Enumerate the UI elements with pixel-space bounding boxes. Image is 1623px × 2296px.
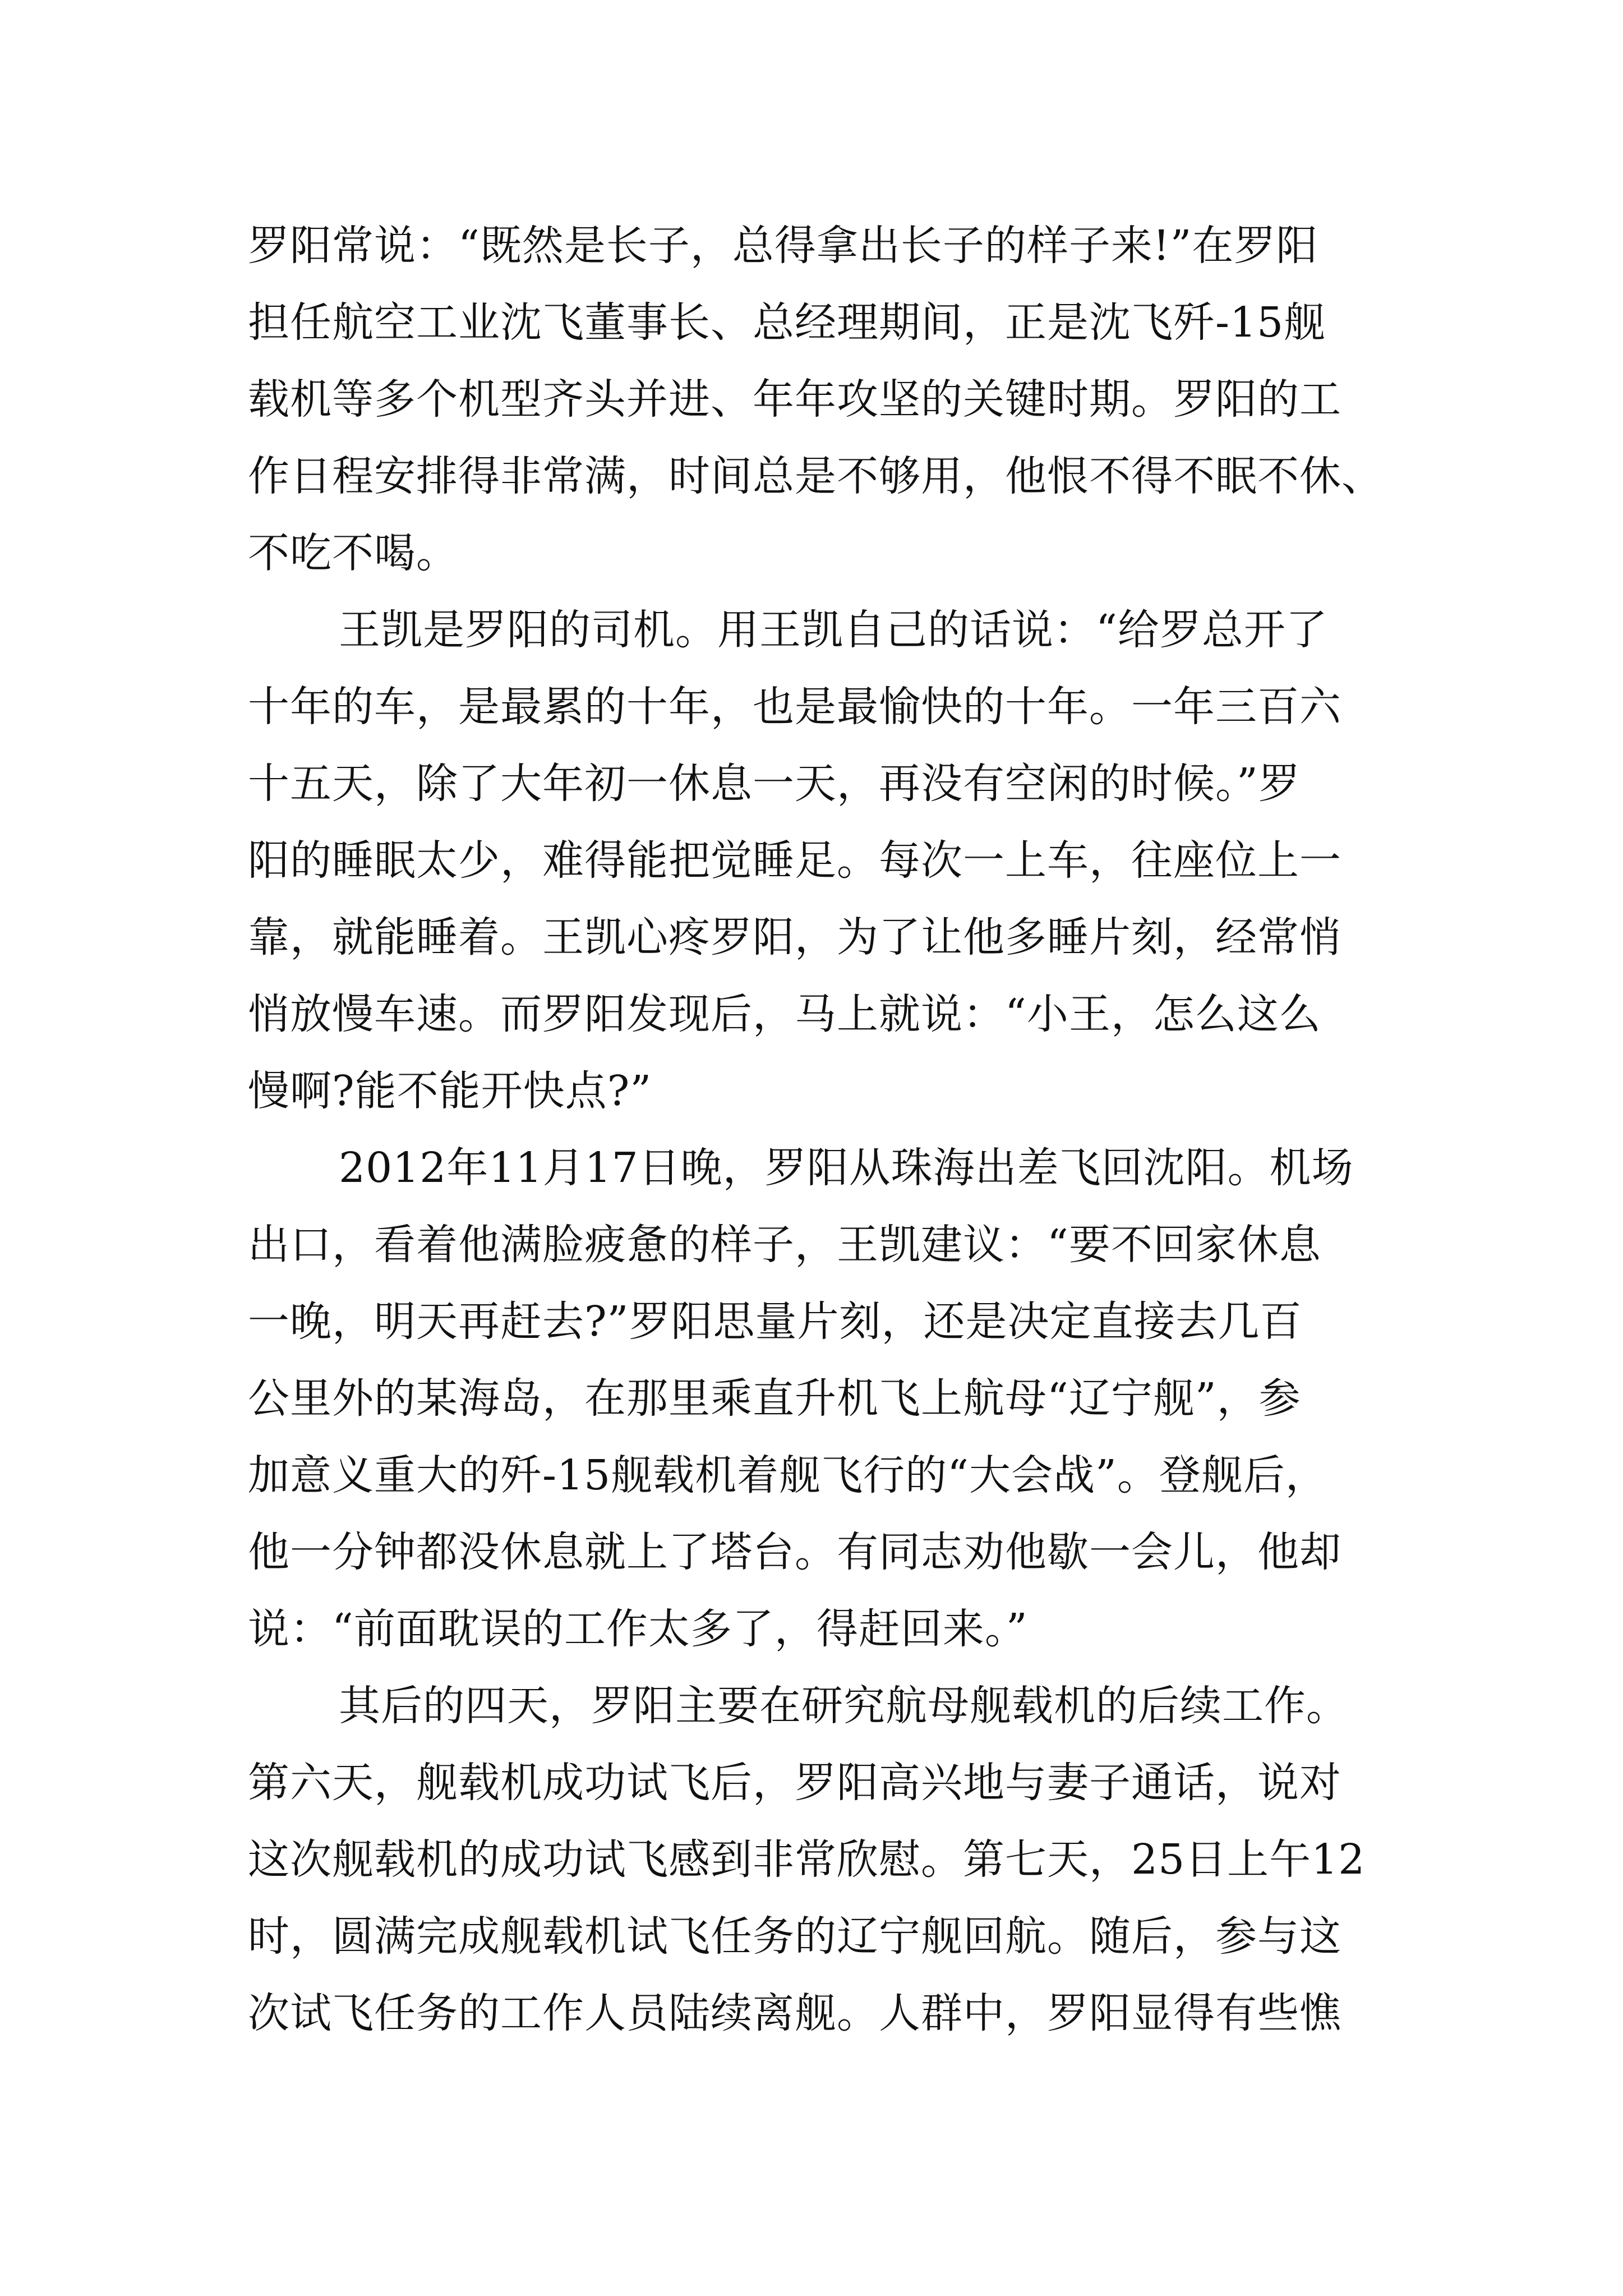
text-line: 悄放慢车速。而罗阳发现后，马上就说：“小王，怎么这么 <box>248 990 1321 1038</box>
text-line: 担任航空工业沈飞董事长、总经理期间，正是沈飞歼-15舰 <box>248 298 1326 347</box>
text-line: 加意义重大的歼-15舰载机着舰飞行的“大会战”。登舰后， <box>248 1451 1327 1499</box>
text-line: 十年的车，是最累的十年，也是最愉快的十年。一年三百六 <box>248 683 1341 731</box>
text-line: 王凯是罗阳的司机。用王凯自己的话说：“给罗总开了 <box>339 606 1328 654</box>
text-line: 他一分钟都没休息就上了塔台。有同志劝他歇一会儿，他却 <box>248 1528 1341 1576</box>
text-line: 这次舰载机的成功试飞感到非常欣慰。第七天，25日上午12 <box>248 1835 1366 1884</box>
text-line: 说：“前面耽误的工作太多了，得赶回来。” <box>248 1605 1028 1653</box>
text-line: 出口，看着他满脸疲惫的样子，王凯建议：“要不回家休息 <box>248 1221 1321 1269</box>
text-line: 慢啊?能不能开快点?” <box>248 1067 652 1115</box>
text-line: 其后的四天，罗阳主要在研究航母舰载机的后续工作。 <box>339 1682 1348 1730</box>
text-line: 作日程安排得非常满，时间总是不够用，他恨不得不眠不休、 <box>248 452 1384 500</box>
text-line: 2012年11月17日晚，罗阳从珠海出差飞回沈阳。机场 <box>339 1144 1354 1192</box>
text-line: 次试飞任务的工作人员陆续离舰。人群中，罗阳显得有些憔 <box>248 1989 1341 2037</box>
text-line: 靠，就能睡着。王凯心疼罗阳，为了让他多睡片刻，经常悄 <box>248 913 1341 961</box>
text-line: 第六天，舰载机成功试飞后，罗阳高兴地与妻子通话，说对 <box>248 1759 1341 1807</box>
text-line: 一晚，明天再赶去?”罗阳思量片刻，还是决定直接去几百 <box>248 1297 1302 1346</box>
text-line: 罗阳常说：“既然是长子，总得拿出长子的样子来!”在罗阳 <box>248 222 1318 270</box>
text-line: 阳的睡眠太少，难得能把觉睡足。每次一上车，往座位上一 <box>248 836 1341 885</box>
text-line: 公里外的某海岛，在那里乘直升机飞上航母“辽宁舰”，参 <box>248 1374 1301 1423</box>
text-line: 不吃不喝。 <box>248 529 458 577</box>
text-line: 时，圆满完成舰载机试飞任务的辽宁舰回航。随后，参与这 <box>248 1912 1341 1961</box>
body-text <box>248 208 1414 2052</box>
text-line: 载机等多个机型齐头并进、年年攻坚的关键时期。罗阳的工 <box>248 375 1341 424</box>
text-line: 十五天，除了大年初一休息一天，再没有空闲的时候。”罗 <box>248 760 1301 808</box>
